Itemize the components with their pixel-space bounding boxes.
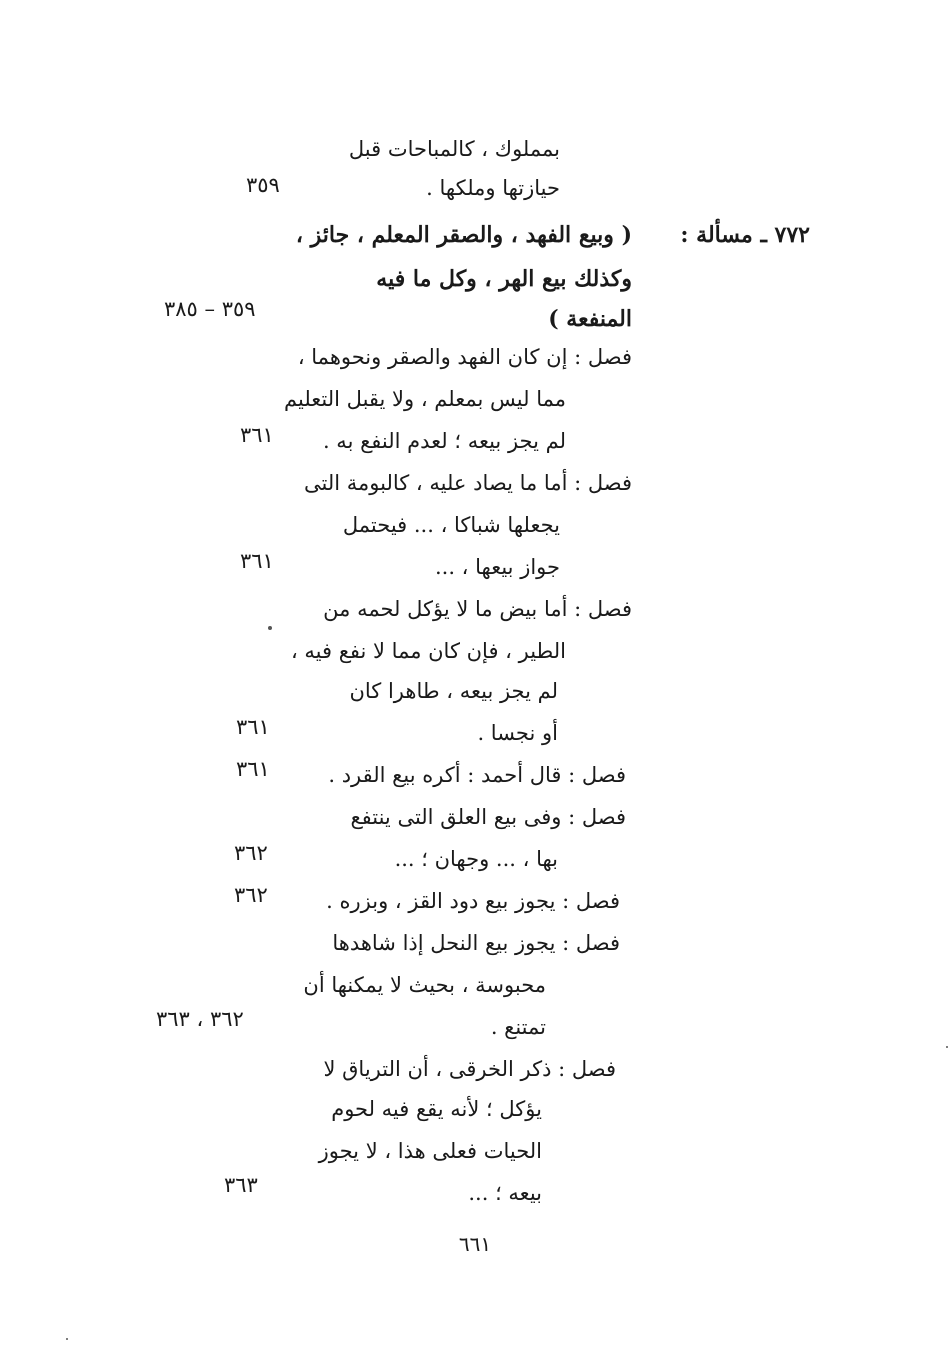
entry-text-line: يجعلها شباكا ، ... فيحتمل	[342, 513, 560, 537]
entry-text-line: لم يجز بيعه ، طاهرا كان	[349, 679, 558, 703]
page-number: ٦٦١	[458, 1232, 492, 1256]
entry-text-line: جواز بيعها ، ...	[434, 555, 560, 579]
entry-text-line: فصل : أما بيض ما لا يؤكل لحمه من	[323, 597, 632, 621]
entry-text-line: فصل : إن كان الفهد والصقر ونحوهما ،	[297, 345, 632, 369]
entry-text-line: فصل : يجوز بيع النحل إذا شاهدها	[332, 931, 620, 955]
entry-text-line: تمتنع .	[490, 1015, 546, 1039]
entry-text-line: فصل : أما ما يصاد عليه ، كالبومة التى	[304, 471, 632, 495]
masala-heading-line: المنفعة )	[548, 306, 632, 332]
entry-text-line: مما ليس بمعلم ، ولا يقبل التعليم	[284, 387, 566, 411]
scan-speck	[946, 1046, 948, 1048]
entry-text-line: بها ، ... وجهان ؛ ...	[394, 847, 558, 871]
entry-text-line: بمملوك ، كالمباحات قبل	[348, 137, 560, 161]
entry-text-line: لم يجز بيعه ؛ لعدم النفع به .	[322, 429, 566, 453]
page-reference: ٣٦٢	[234, 841, 268, 865]
entry-text-line: حيازتها وملكها .	[426, 176, 560, 200]
masala-heading-line: وكذلك بيع الهر ، وكل ما فيه	[376, 266, 632, 292]
entry-text-line: الحيات فعلى هذا ، لا يجوز	[318, 1139, 542, 1163]
page-reference: ٣٦٢ ، ٣٦٣	[156, 1007, 244, 1031]
page-reference: ٣٦١	[236, 757, 270, 781]
entry-text-line: أو نجسا .	[477, 721, 558, 745]
entry-text-line: فصل : وفى بيع العلق التى ينتفع	[350, 805, 626, 829]
page-reference: ٣٦١	[240, 423, 274, 447]
page-reference: ٣٥٩ – ٣٨٥	[164, 297, 256, 321]
entry-text-line: الطير ، فإن كان مما لا نفع فيه ،	[290, 639, 566, 663]
entry-text-line: فصل : قال أحمد : أكره بيع القرد .	[328, 763, 626, 787]
masala-heading-line: ( وبيع الفهد ، والصقر المعلم ، جائز ،	[295, 222, 632, 248]
entry-text-line: محبوسة ، بحيث لا يمكنها أن	[303, 973, 546, 997]
entry-text-line: بيعه ؛ ...	[468, 1181, 542, 1205]
page-reference: ٣٦٣	[224, 1173, 258, 1197]
page-reference: ٣٦١	[240, 549, 274, 573]
page-reference: ٣٦٢	[234, 883, 268, 907]
scan-speck	[66, 1338, 68, 1340]
page-reference: ٣٥٩	[246, 173, 280, 197]
entry-text-line: فصل : ذكر الخرقى ، أن الترياق لا	[323, 1057, 616, 1081]
entry-text-line: يؤكل ؛ لأنه يقع فيه لحوم	[331, 1097, 542, 1121]
entry-text-line: فصل : يجوز بيع دود القز ، وبزره .	[326, 889, 620, 913]
masala-label: ٧٧٢ ـ مسألة :	[680, 222, 810, 248]
page-reference: ٣٦١	[236, 715, 270, 739]
scan-speck	[268, 626, 272, 630]
